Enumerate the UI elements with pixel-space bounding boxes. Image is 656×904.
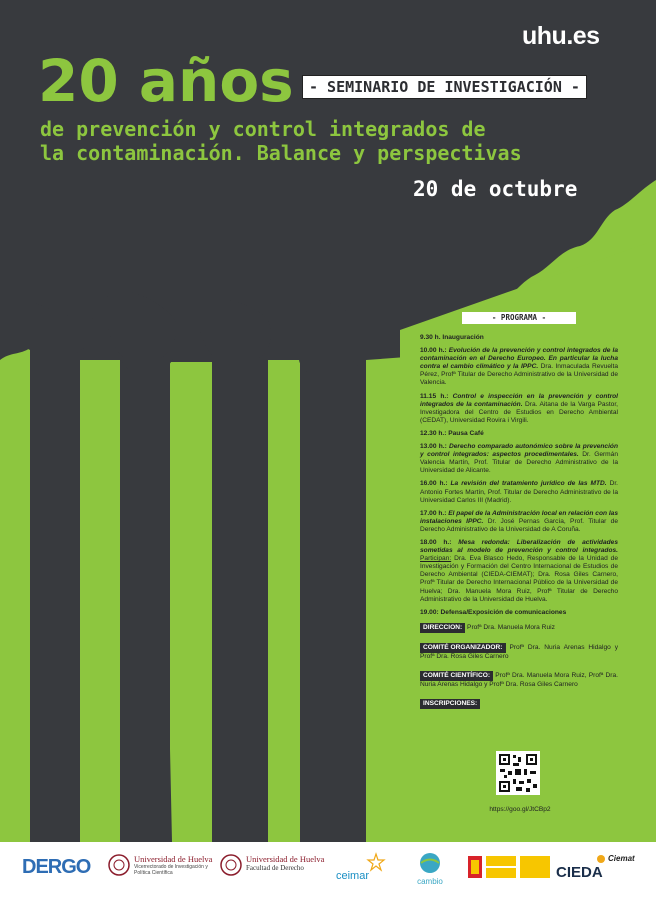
program-time: 19.00:	[420, 608, 439, 616]
cientifico-value: Profª Dra. Manuela Mora Ruiz, Profª Dra. Nuria Arenas Hidalgo y Profª Dra. Rosa Giles Carnero	[420, 672, 618, 689]
cieda-text: CIEDA	[556, 864, 603, 881]
seminar-label: - SEMINARIO DE INVESTIGACIÓN -	[302, 75, 587, 99]
program-title: : Pausa Café	[444, 429, 484, 437]
program-title: La revisión del tratamiento jurídico de las MTD.	[450, 480, 607, 488]
ciemat-text: Ciemat	[608, 854, 635, 863]
qr-url[interactable]: https://goo.gl/JtCBp2	[489, 806, 551, 813]
cientifico-row	[420, 671, 618, 689]
cambio-logo	[412, 852, 448, 886]
organizador-label: COMITÉ ORGANIZADOR:	[420, 643, 506, 653]
program-time: 10.00 h.:	[420, 347, 447, 355]
sponsor-footer	[0, 842, 656, 904]
program-details: Dra. Inmaculada Revuelta Pérez, Profª Titular de Derecho Administrativo de la Universidad de Valencia.	[420, 363, 619, 387]
subtitle-line-2: la contaminación. Balance y perspectivas	[40, 141, 522, 165]
program-item	[420, 430, 618, 438]
uhu-vicerrectorado-logo	[108, 854, 218, 876]
program-details-label: Participan:	[420, 555, 452, 563]
program-title: Evolución de la prevención y control integrados de la contaminación en el Derecho Europeo. En particular la lucha contra el cambio climático y la IPPC.	[420, 347, 618, 371]
program-item	[420, 347, 618, 387]
cambio-text: cambio	[417, 877, 443, 886]
big-title: 20 años	[38, 47, 294, 115]
program-title: Control e inspección en la prevención y control integrados de la contaminación.	[420, 392, 618, 408]
uhu1-name: Universidad de Huelva	[134, 854, 213, 864]
program-time: 12.30 h.	[420, 429, 445, 437]
program-title: Inauguración	[442, 334, 484, 341]
program-title: Mesa redonda: Liberalización de actividades sometidas al modelo de prevención y control integrados.	[420, 538, 618, 555]
program-item	[420, 539, 618, 604]
direccion-label: DIRECCION:	[420, 623, 465, 633]
program-details: Dr. Germán Valencia Martín, Prof. Titular de Derecho Administrativo de la Universidad de Alicante.	[420, 451, 619, 475]
program-time: 16.00 h.:	[420, 480, 448, 488]
university-seal-icon	[220, 854, 242, 876]
program-time: 18.00 h.:	[420, 538, 452, 546]
program-details: Dra. Aitana de la Varga Pastor, Investigadora del Centro de Estudios en Derecho Ambiental (CEDAT), Universidad Rovira i Virgili.	[420, 400, 618, 424]
inscripciones-row	[420, 699, 618, 709]
program-item	[420, 480, 618, 504]
gobierno-logo	[468, 854, 552, 880]
qr-code-icon[interactable]	[496, 751, 540, 795]
program-details: Dr. José Pernas García, Prof. Titular de Derecho Administrativo de la Universidad de A Coruña.	[420, 517, 618, 533]
uhu1-sub: Vicerrectorado de Investigación y Política Científica	[134, 864, 208, 876]
cientifico-label: COMITÉ CIENTÍFICO:	[420, 671, 493, 681]
globe-icon	[419, 852, 441, 874]
program-item	[420, 510, 618, 534]
direccion-value: Profª Dra. Manuela Mora Ruiz	[467, 623, 555, 631]
program-time: 11.15 h.:	[420, 392, 449, 400]
program-title: Defensa/Exposición de comunicaciones	[440, 608, 567, 616]
ceimar-logo	[336, 856, 370, 882]
program-item	[420, 393, 618, 425]
cieda-logo	[556, 854, 652, 881]
program-time: 9.30 h.	[420, 334, 441, 341]
inscripciones-label: INSCRIPCIONES:	[420, 699, 480, 709]
organizador-row	[420, 643, 618, 661]
dergo-logo	[22, 856, 90, 879]
uhu-facultad-logo	[220, 854, 330, 876]
program-details: Dra. Eva Blasco Hedo, Responsable de la Unidad de Investigación y Formación del Centro Internacional de Estudios de Derecho Ambiental (CIEDA-CIEMAT); Dra. Rosa Giles Carnero, Profª Titular de Derecho Internacional Público de la Universidad de Huelva; Dra. Manuela Mora Ruiz, Profª Titular de Derecho Administrativo de la Universidad de Huelva.	[420, 555, 619, 603]
program-item	[420, 609, 618, 617]
sun-icon	[596, 854, 606, 864]
spain-coat-of-arms-icon	[468, 854, 552, 880]
program-item	[420, 334, 618, 342]
ceimar-text: ceimar	[336, 870, 370, 882]
university-seal-icon	[108, 854, 130, 876]
program-list	[420, 334, 618, 714]
program-time: 17.00 h.:	[420, 509, 447, 517]
program-title: Derecho comparado autonómico sobre la prevención y control integrados: aspectos procedimentales.	[420, 443, 618, 459]
program-details: Dr. Antonio Fortes Martín, Prof. Titular de Derecho Administrativo de la Universidad Carlos III (Madrid).	[420, 480, 618, 504]
star-icon	[364, 852, 388, 872]
subtitle-line-1: de prevención y control integrados de	[40, 117, 486, 141]
program-time: 13.00 h.:	[420, 443, 447, 451]
direccion-row	[420, 623, 618, 633]
programa-label: - PROGRAMA -	[462, 312, 576, 324]
uhu-logo[interactable]: uhu.es	[522, 22, 600, 50]
program-item	[420, 443, 618, 475]
organizador-value: Profª Dra. Nuria Arenas Hidalgo y Profª Dra. Rosa Giles Carnero	[420, 643, 618, 660]
uhu2-name: Universidad de Huelva	[246, 854, 325, 864]
event-date: 20 de octubre	[413, 177, 578, 201]
uhu2-sub: Facultad de Derecho	[246, 864, 304, 872]
program-title: El papel de la Administración local en relación con las instalaciones IPPC.	[420, 509, 619, 525]
dergo-text: DERGO	[22, 856, 91, 878]
